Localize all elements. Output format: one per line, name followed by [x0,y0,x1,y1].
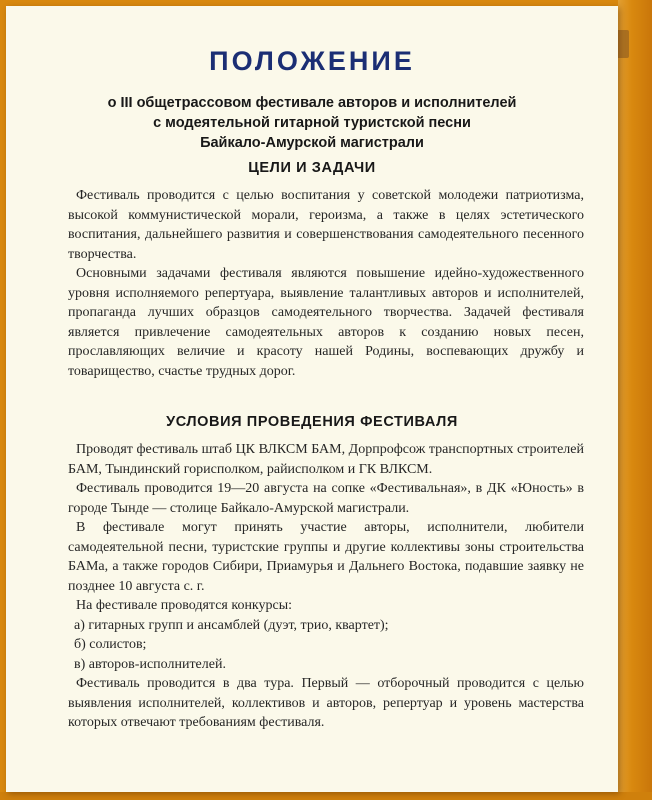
document-subtitle [6,93,618,153]
section-heading-goals: ЦЕЛИ И ЗАДАЧИ [248,160,376,176]
paragraph: Проводят фестиваль штаб ЦК ВЛКСМ БАМ, Дорпрофсож транспортных строителей БАМ, Тындинский горисполком, райисполком и ГК ВЛКСМ. [68,442,584,477]
document-page [6,6,618,792]
list-item: б) солистов; [74,637,147,652]
list-item: а) гитарных групп и ансамблей (дуэт, трио, квартет); [74,617,389,633]
document-title: ПОЛОЖЕНИЕ [209,46,415,76]
subtitle-line: о III общетрассовом фестивале авторов и исполнителей [107,95,517,111]
paragraph: Основными задачами фестиваля являются повышение идейно-художественного уровня исполняемого репертуара, выявление талантливых авторов и исполнителей, пропаганда лучших образцов самодеятельного творчества. Задачей фестиваля является привлечение самодеятельных авторов к созданию новых песен, прославляющих величие и красоту нашей Родины, воспевающих дружбу и товарищество, счастье трудных дорог. [68,266,584,379]
paragraph: В фестивале могут принять участие авторы, исполнители, любители самодеятельной песни, туристские группы и другие коллективы зоны строительства БАМа, а также городов Сибири, Приамурья и Дальнего Востока, подавшие заявку не позднее 10 августа с. г. [68,520,584,594]
paragraph: Фестиваль проводится в два тура. Первый — отборочный проводится с целью выявления исполнителей, коллективов и авторов, репертуар и уровень мастерства которых отвечают требованиям фестиваля. [68,676,584,730]
paragraph: Фестиваль проводится с целью воспитания у советской молодежи патриотизма, высокой коммунистической морали, героизма, а также в целях эстетического воспитания, дальнейшего развития и совершенствования самодеятельного песенного творчества. [68,188,584,262]
paragraph: На фестивале проводятся конкурсы: [76,598,293,613]
paper-edge-bottom [0,792,652,800]
subtitle-line: с модеятельной гитарной туристской песни [153,115,471,131]
subtitle-line: Байкало-Амурской магистрали [200,135,424,151]
list-item: в) авторов-исполнителей. [74,656,226,672]
section-body-goals [68,186,584,381]
paragraph: Фестиваль проводится 19—20 августа на сопке «Фестивальная», в ДК «Юность» в городе Тынде — столице Байкало-Амурской магистрали. [68,481,584,516]
section-heading-conditions: УСЛОВИЯ ПРОВЕДЕНИЯ ФЕСТИВАЛЯ [166,414,458,430]
section-body-conditions [68,440,584,733]
paper-edge-right [618,0,652,800]
